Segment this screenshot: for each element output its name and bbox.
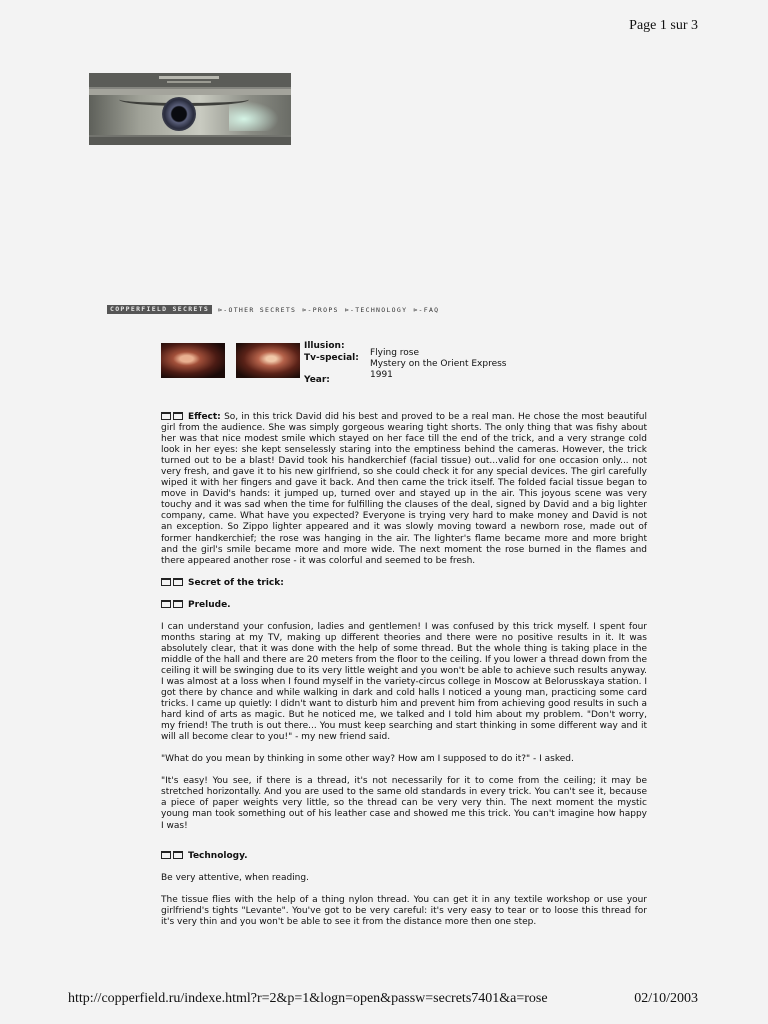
nav-faq-link[interactable]: ⊳-FAQ [413,305,440,314]
article-content [161,412,647,939]
footer-url: http://copperfield.ru/indexe.html?r=2&p=1&logn=open&passw=secrets7401&a=rose [68,991,548,1006]
trick-thumbnail-2 [236,343,300,378]
eye-icon [162,97,196,131]
illusion-label: Illusion: [304,341,345,351]
info-label-spacer [304,364,370,375]
banner-brand-mark [159,76,219,79]
site-nav [107,305,439,314]
nav-props-link[interactable]: ⊳-PROPS [302,305,339,314]
nav-technology-link[interactable]: ⊳-TECHNOLOGY [344,305,408,314]
book-icon [161,412,184,419]
banner-top-strip [89,73,291,87]
year-label: Year: [304,375,330,385]
effect-paragraph [161,412,647,567]
page-number: Page 1 sur 3 [629,18,698,33]
banner-bottom-strip [89,137,291,145]
footer-date: 02/10/2003 [634,991,698,1006]
nav-brand-link[interactable]: COPPERFIELD SECRETS [107,305,212,314]
info-values [370,348,570,381]
book-icon [161,600,184,607]
section-gap [161,843,647,851]
technology-paragraph-1: Be very attentive, when reading. [161,872,309,883]
banner-glow [229,101,279,131]
book-icon [161,851,184,858]
effect-text: So, in this trick David did his best and proved to be a real man. He chose the most beautiful girl from the audience. She was simply gorgeous wearing tight shorts. The only thing that was fishy about her was that nice modest smile which stayed on her face till the end of the trick, and a very strange cold look in her eyes: she kept senselessly staring into the emptiness behind the cameras. However, the trick turned out to be a blast! David took his handkerchief (facial tissue) out...valid for one occasion only... not very fresh, and gave it to his new girlfriend, so she could check it for any special devices. The girl carefully wiped it with her fingers and gave it back. And then came the trick itself. The folded facial tissue began to move in David's hands: it jumped up, turned over and stayed up in the air. This joyous scene was very touchy and it was sad when the time for fulfilling the clauses of the deal, signed by David and a big lighter company, came. What have you expected? Everyone is trying very hard to make money and David is not an exception. So Zippo lighter appeared and it was slowly moving toward a newborn rose, made out of former handkerchief; the rose was hanging in the air. The lighter's flame became more and more bright and the girl's smile became more and more wide. The next moment the rose burned in the flames and there appeared another rose - it was colorful and seemed to be fresh. [161,412,647,566]
technology-paragraph-2: The tissue flies with the help of a thing nylon thread. You can get it in any textile workshop or use your girlfriend's tights "Levante". You've got to be very careful: it's very easy to tear or to loose this thread for it's very thin and you won't be able to see it from the distance more then one step. [161,894,647,927]
trick-thumbnail-1 [161,343,225,378]
copperfield-eye-banner [89,73,291,145]
prelude-heading-row [161,600,647,611]
prelude-paragraph-2: "What do you mean by thinking in some other way? How am I supposed to do it?" - I asked. [161,754,574,765]
info-labels [304,341,370,387]
technology-heading: Technology. [188,850,248,861]
year-value: 1991 [370,370,393,380]
prelude-paragraph-3: "It's easy! You see, if there is a thread, it's not necessarily for it to come from the ceiling; it may be stretched horizontally. And you are used to the same old standards in every trick. You can't see it, because a piece of paper weights very little, so the thread can be very very thin. The next moment the mystic young man took something out of his leather case and showed me this trick. You can't imagine how happy I was! [161,776,647,831]
secret-heading-row [161,578,647,589]
technology-heading-row [161,851,647,862]
illusion-value: Flying rose [370,348,420,358]
tv-special-label: Tv-special: [304,352,359,363]
prelude-heading: Prelude. [188,599,231,610]
nav-other-secrets-link[interactable]: ⊳-OTHER SECRETS [218,305,297,314]
effect-heading: Effect: [188,412,221,422]
secret-heading: Secret of the trick: [188,577,284,588]
tv-special-value: Mystery on the Orient Express [370,359,507,369]
book-icon [161,578,184,585]
prelude-paragraph-1: I can understand your confusion, ladies and gentlemen! I was confused by this trick myself. I spent four months staring at my TV, making up different theories and there were no positive results in it. It was absolutely clear, that it was done with the help of some thread. But the whole thing is taking place in the middle of the hall and there are 20 meters from the floor to the ceiling. If you lower a thread down from the ceiling it will be swinging due to its very little weight and you won't be able to achieve such results anyway. I was almost at a loss when I found myself in the variety-circus college in Moscow at Belorusskaya station. I got there by chance and while walking in dark and cold halls I noticed a young man, practicing some card tricks. I came up quietly: I didn't want to disturb him and prevent him from achieving good results in such a hard kind of arts as magic. But he noticed me, we talked and I told him about my problem. "Don't worry, my friend! The truth is out there... You must keep searching and start thinking in some different way and it will all become clear to you!" - my new friend said. [161,621,647,743]
banner-brand-submark [167,81,211,83]
